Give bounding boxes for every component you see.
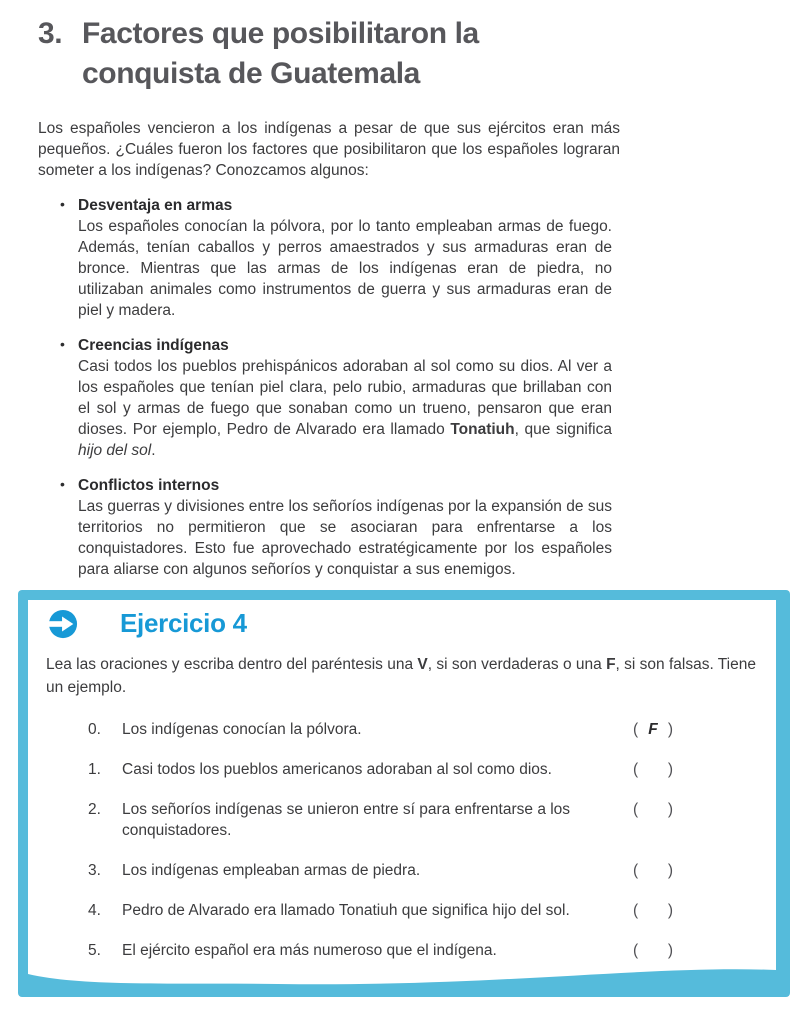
paren-open: ( — [633, 902, 639, 919]
bullet-icon: • — [60, 336, 65, 352]
exercise-item-3 — [88, 860, 760, 881]
paren-open: ( — [633, 942, 639, 959]
instruction-text: Lea las oraciones y escriba dentro del paréntesis una — [46, 656, 418, 673]
instruction-text: , si son falsas. Tiene un ejemplo. — [46, 656, 756, 696]
exercise-instruction — [46, 653, 760, 699]
exercise-header — [48, 608, 760, 639]
section-title-line1: Factores que posibilitaron la — [82, 17, 479, 50]
item-number: 5. — [88, 942, 101, 959]
instruction-letter-f: F — [606, 656, 616, 673]
answer-slot — [633, 900, 673, 921]
exercise-item-0 — [88, 719, 760, 740]
factor-heading: Desventaja en armas — [78, 197, 233, 214]
section-title-line2: conquista de Guatemala — [82, 57, 420, 90]
factor-body — [78, 216, 612, 321]
circle-arrow-right-icon — [48, 609, 78, 639]
exercise-title: Ejercicio 4 — [120, 608, 247, 638]
item-text: Los señoríos indígenas se unieron entre sí para enfrentarse a los conquistadores. — [122, 801, 571, 839]
paren-open: ( — [633, 721, 639, 738]
exercise-item-2 — [88, 799, 760, 841]
factor-body-text: Casi todos los pueblos prehispánicos adoraban al sol como su dios. Al ver a los españoles que tenían piel clara, pelo rubio, armaduras que brillaban con el sol y armas de fuego que sonaban como un trueno, pensaron que eran dioses. Por ejemplo, Pedro de Alvarado era llamado — [78, 358, 612, 438]
item-text: Los indígenas empleaban armas de piedra. — [122, 862, 421, 879]
item-text: Casi todos los pueblos americanos adoraban al sol como dios. — [122, 761, 552, 778]
factor-heading: Conflictos internos — [78, 477, 220, 494]
paren-open: ( — [633, 862, 639, 879]
answer-slot — [633, 759, 673, 780]
factor-body-end: . — [151, 442, 156, 459]
section-number: 3. — [38, 17, 63, 50]
paren-close: ) — [667, 862, 673, 879]
paren-close: ) — [667, 902, 673, 919]
factor-body — [78, 496, 612, 580]
paren-close: ) — [667, 721, 673, 738]
wave-bottom-edge — [28, 963, 776, 997]
exercise-item-4 — [88, 900, 760, 921]
factor-item-desventaja — [58, 195, 612, 321]
bullet-icon: • — [60, 476, 65, 492]
factor-body-text: Los españoles conocían la pólvora, por lo tanto empleaban armas de fuego. Además, tenían caballos y perros amaestrados y sus armaduras eran de bronce. Mientras que las armas de los indígenas eran de piedra, no utilizaban animales como instrumentos de guerra y sus armaduras eran de piel y madera. — [78, 218, 612, 319]
exercise-box-inner — [28, 600, 776, 963]
intro-paragraph: Los españoles vencieron a los indígenas a pesar de que sus ejércitos eran más pequeños. ¿Cuáles fueron los factores que posibilitaron que los españoles lograran someter a los indígenas? Conozcamos algunos: — [38, 120, 620, 179]
factor-italic-term: hijo del sol — [78, 442, 152, 459]
item-text: Pedro de Alvarado era llamado Tonatiuh que significa hijo del sol. — [122, 902, 570, 919]
factor-heading: Creencias indígenas — [78, 337, 229, 354]
instruction-letter-v: V — [417, 656, 428, 673]
paren-close: ) — [667, 942, 673, 959]
item-number: 0. — [88, 721, 101, 738]
factors-list — [58, 195, 612, 580]
item-text: Los indígenas conocían la pólvora. — [122, 721, 362, 738]
factor-item-conflictos — [58, 475, 612, 580]
answer-value: F — [648, 721, 658, 738]
answer-slot — [633, 940, 673, 961]
answer-slot — [633, 799, 673, 820]
factor-body-text: Las guerras y divisiones entre los señoríos indígenas por la expansión de sus territorios no permitieron que se asociaran para enfrentarse a los conquistadores. Esto fue aprovechado estratégicamente por los españoles para aliarse con algunos señoríos y conquistar a sus enemigos. — [78, 498, 612, 578]
answer-slot — [633, 719, 673, 740]
exercise-item-1 — [88, 759, 760, 780]
exercise-item-5 — [88, 940, 760, 961]
item-number: 3. — [88, 862, 101, 879]
item-number: 2. — [88, 801, 101, 818]
factor-body-mid: , que significa — [514, 421, 613, 438]
paren-open: ( — [633, 801, 639, 818]
factor-bold-term: Tonatiuh — [450, 421, 515, 438]
item-number: 1. — [88, 761, 101, 778]
factor-item-creencias — [58, 335, 612, 461]
paren-open: ( — [633, 761, 639, 778]
item-number: 4. — [88, 902, 101, 919]
item-text: El ejército español era más numeroso que el indígena. — [122, 942, 497, 959]
factor-body — [78, 356, 612, 461]
exercise-items — [46, 719, 760, 961]
paren-close: ) — [667, 761, 673, 778]
answer-slot — [633, 860, 673, 881]
section-title-lines — [82, 14, 479, 94]
exercise-box — [18, 590, 790, 997]
instruction-text: , si son verdaderas o una — [427, 656, 607, 673]
bullet-icon: • — [60, 196, 65, 212]
paren-close: ) — [667, 801, 673, 818]
section-title — [38, 14, 735, 94]
